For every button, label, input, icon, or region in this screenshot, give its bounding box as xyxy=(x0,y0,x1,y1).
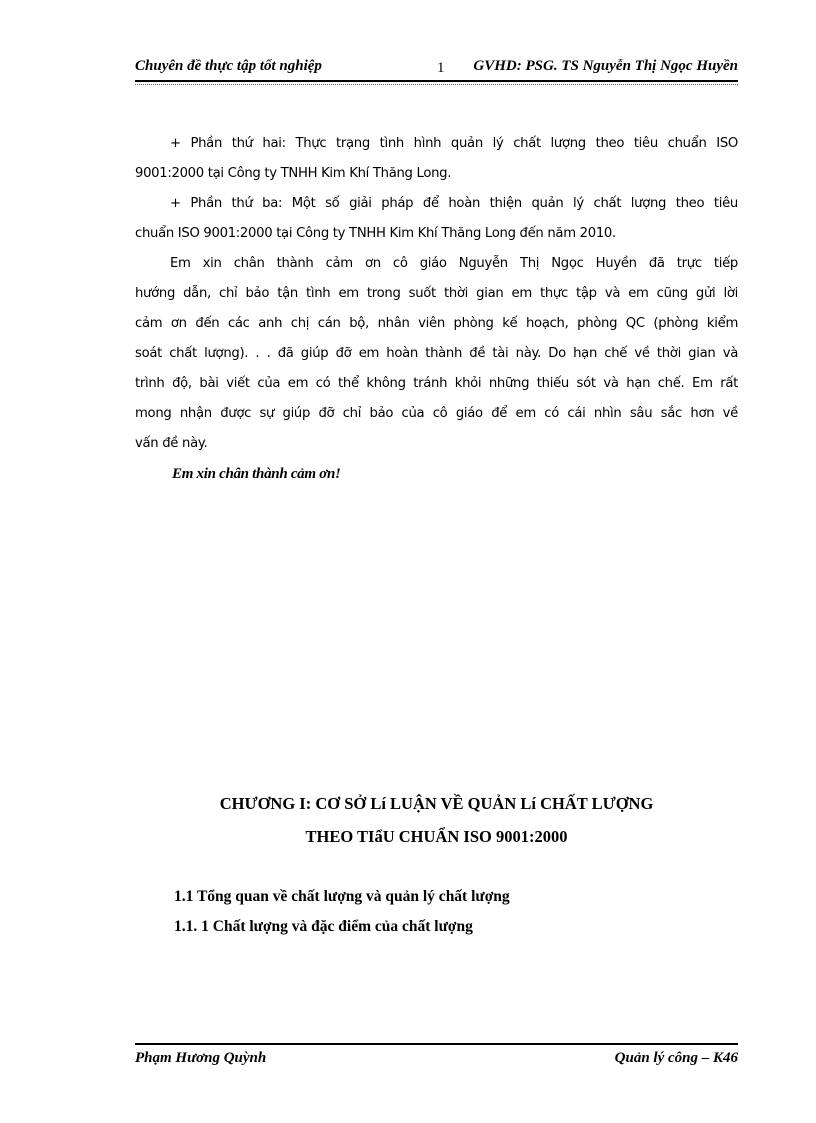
subsection-heading: 1.1. 1 Chất lượng và đặc điểm của chất lượng xyxy=(174,918,473,935)
header-rule xyxy=(135,80,738,82)
text-line: soát chất lượng). . . đã giúp đỡ em hoàn thành đề tài này. Do hạn chế về thời gian và xyxy=(135,346,738,361)
footer-rule xyxy=(135,1043,738,1045)
text-line: chuẩn ISO 9001:2000 tại Công ty TNHH Kim Khí Thăng Long đến năm 2010. xyxy=(135,226,616,241)
chapter-subtitle: THEO TIẩU CHUẨN ISO 9001:2000 xyxy=(305,827,568,846)
text-line: hướng dẫn, chỉ bảo tận tình em trong suốt thời gian em thực tập và em cũng gửi lời xyxy=(135,286,738,301)
text-line: + Phần thứ ba: Một số giải pháp để hoàn thiện quản lý chất lượng theo tiêu xyxy=(170,196,738,211)
body-text xyxy=(135,133,738,493)
text-line: + Phần thứ hai: Thực trạng tình hình quản lý chất lượng theo tiêu chuẩn ISO xyxy=(170,136,738,151)
text-line: mong nhận được sự giúp đỡ chỉ bảo của cô giáo để em có cái nhìn sâu sắc hơn về xyxy=(135,406,738,421)
footer-author: Phạm Hương Quỳnh xyxy=(135,1050,267,1066)
footer-class: Quản lý công – K46 xyxy=(614,1050,738,1066)
section-heading: 1.1 Tổng quan về chất lượng và quản lý chất lượng xyxy=(174,888,510,905)
page-number: 1 xyxy=(437,60,445,76)
header-advisor: GVHD: PSG. TS Nguyễn Thị Ngọc Huyền xyxy=(473,58,738,74)
header-title: Chuyên đề thực tập tốt nghiệp xyxy=(135,58,322,74)
text-line: trình độ, bài viết của em có thể không tránh khỏi những thiếu sót và hạn chế. Em rất xyxy=(135,376,738,391)
chapter-title: CHƯƠNG I: CƠ SỞ Lí LUẬN VỀ QUẢN Lí CHẤT LƯỢNG xyxy=(219,794,654,813)
text-line: vấn đề này. xyxy=(135,436,208,451)
text-line: Em xin chân thành cảm ơn cô giáo Nguyễn Thị Ngọc Huyền đã trực tiếp xyxy=(170,256,738,271)
text-line: 9001:2000 tại Công ty TNHH Kim Khí Thăng Long. xyxy=(135,166,452,181)
text-line: cảm ơn đến các anh chị cán bộ, nhân viên phòng kế hoạch, phòng QC (phòng kiểm xyxy=(135,316,738,331)
thanks-line: Em xin chân thành cảm ơn! xyxy=(172,466,341,482)
header-rule-thin xyxy=(135,84,738,85)
